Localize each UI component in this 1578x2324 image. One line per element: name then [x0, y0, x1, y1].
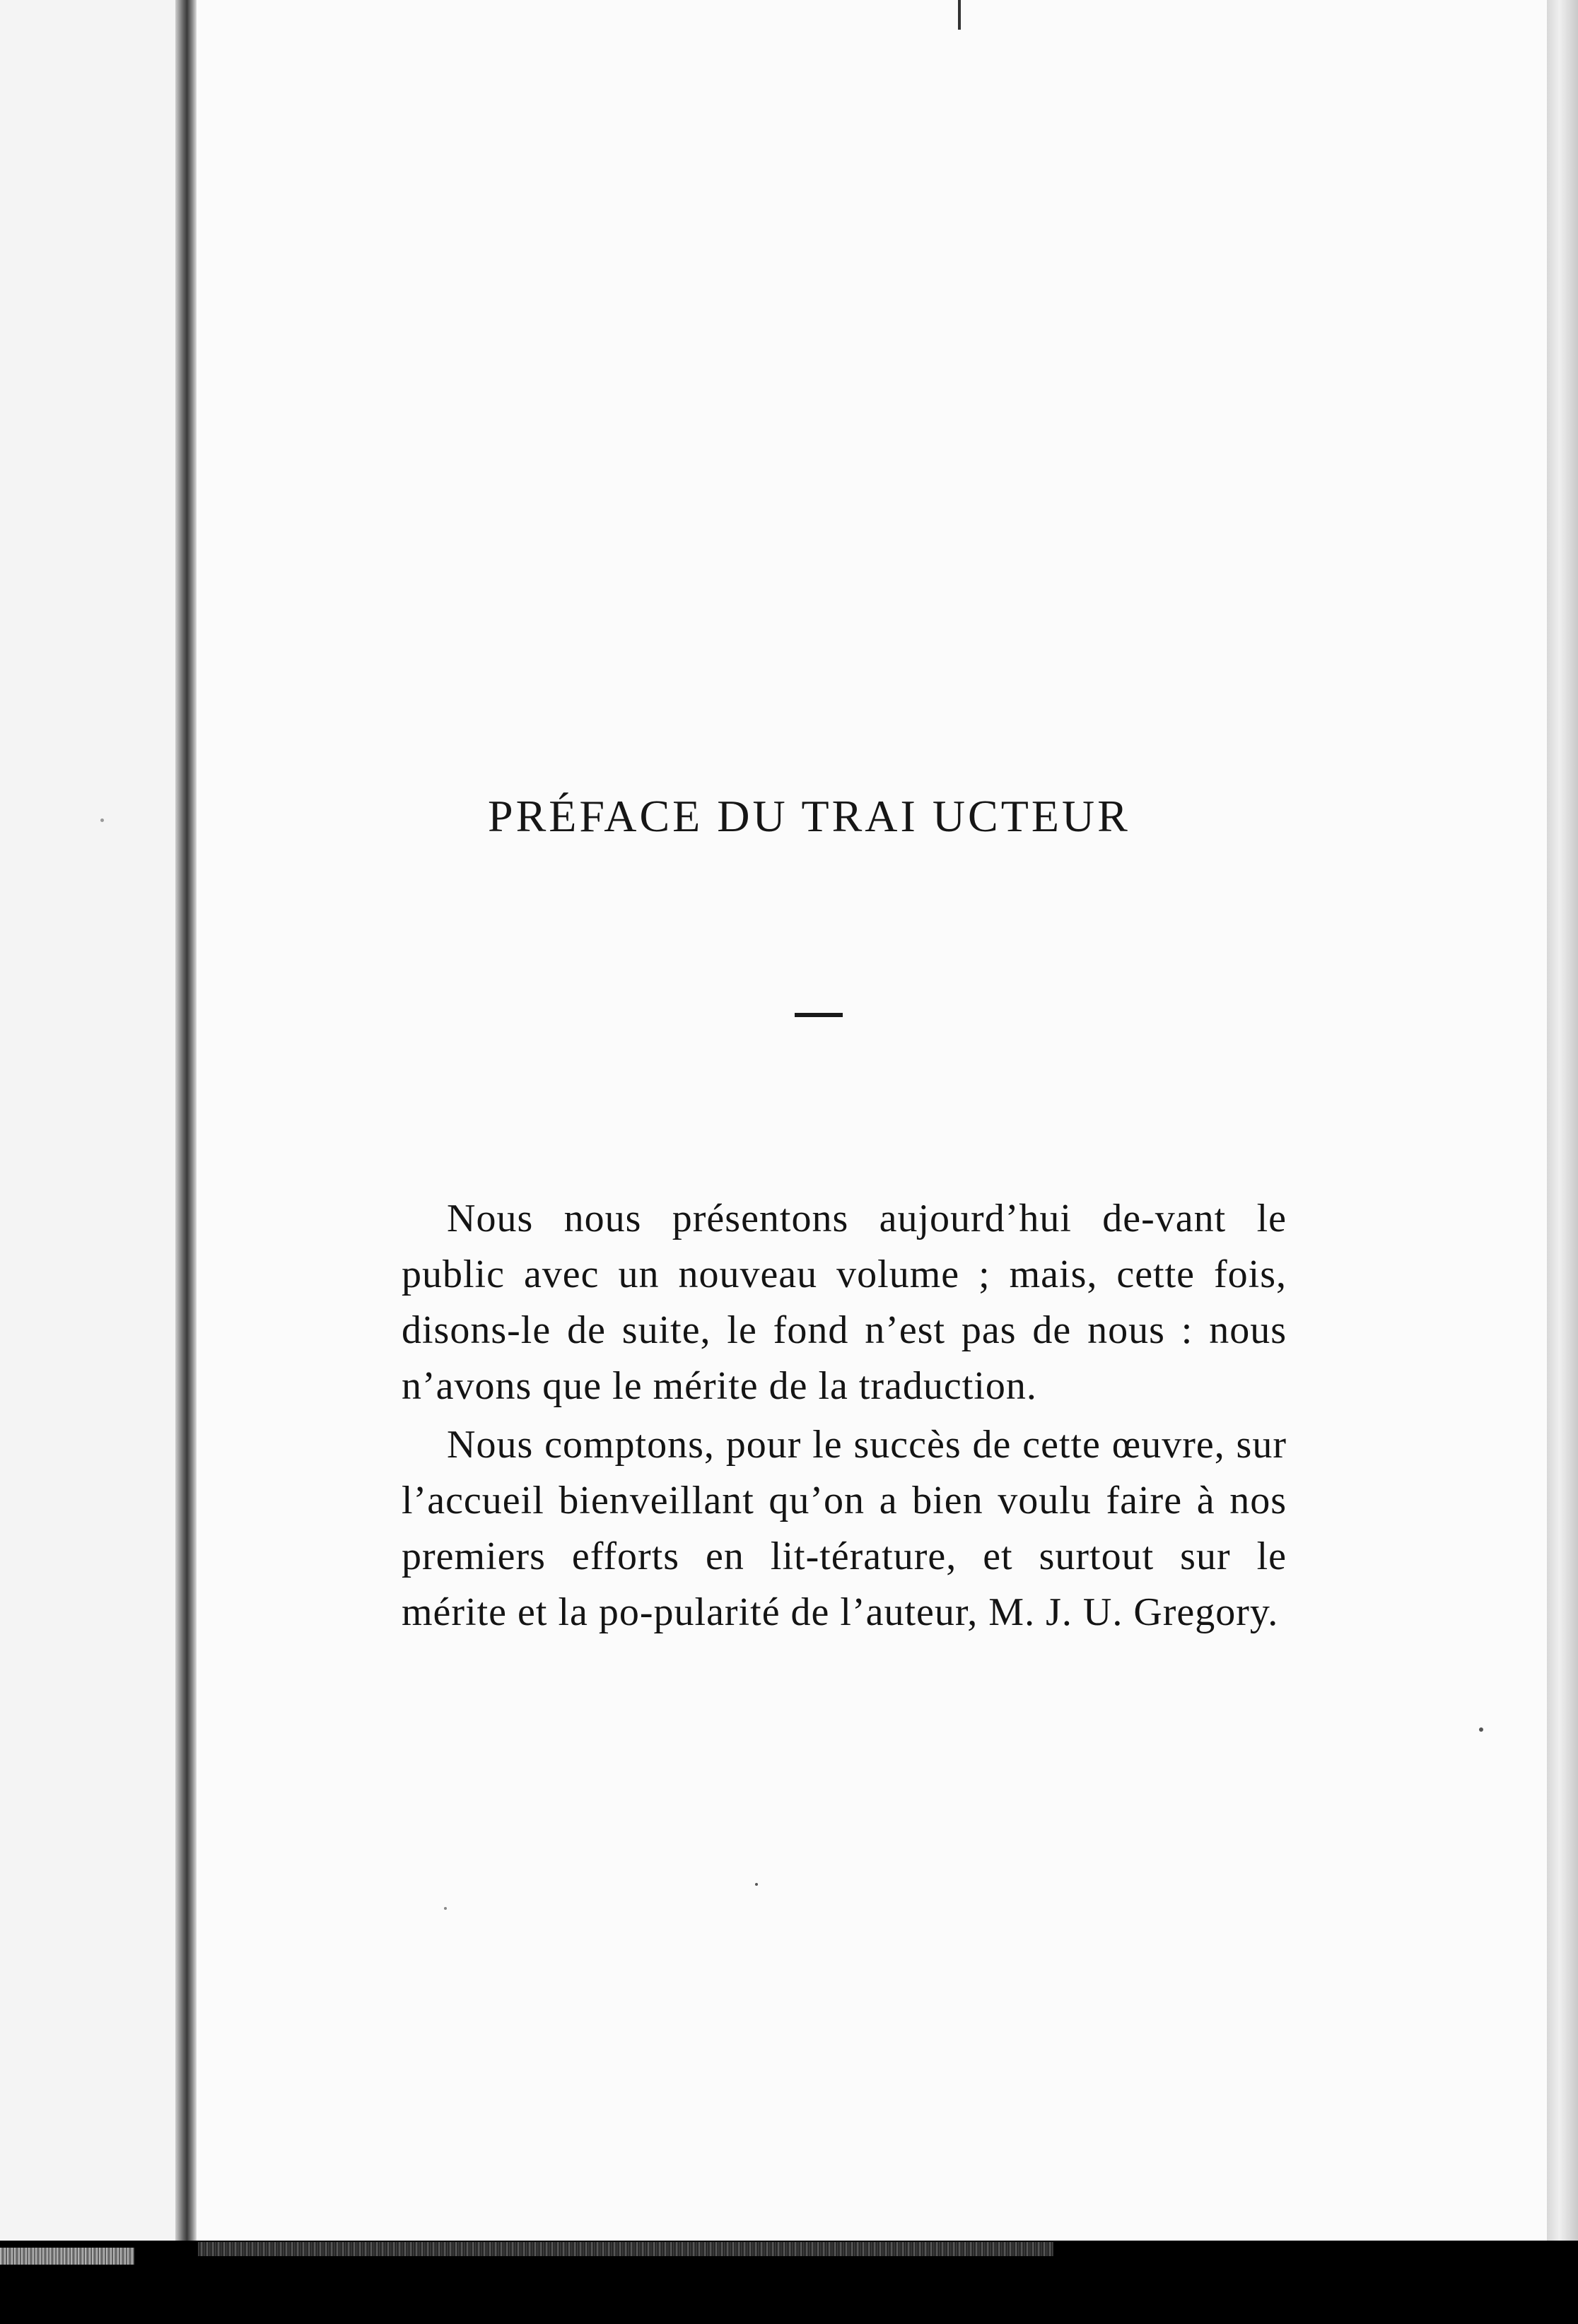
scan-speck — [444, 1907, 447, 1910]
scan-speck — [755, 1883, 758, 1886]
scan-speck — [100, 818, 104, 822]
previous-leaf-edge — [0, 0, 185, 2241]
scan-speck — [1479, 1727, 1483, 1732]
book-page — [197, 0, 1547, 2241]
book-gutter — [175, 0, 197, 2241]
preface-body — [402, 1191, 1287, 1641]
preface-paragraph: Nous comptons, pour le succès de cette œuvre, sur l’accueil bienveillant qu’on a bien voulu faire à nos premiers efforts en lit-térature, et surtout sur le mérite et la po-pularité de l’auteur, M. J. U. Gregory. — [402, 1423, 1287, 1634]
scan-mark — [958, 0, 961, 30]
page-right-edge — [1547, 0, 1578, 2241]
scan-border-texture — [0, 2248, 134, 2265]
heading-rule — [795, 1013, 843, 1017]
preface-heading: PRÉFACE DU TRAI UCTEUR — [488, 791, 1130, 841]
preface-paragraph: Nous nous présentons aujourd’hui de-vant le public avec un nouveau volume ; mais, cette fois, disons-le de suite, le fond n’est pas de nous : nous n’avons que le mérite de la traduction. — [402, 1197, 1287, 1408]
scan-border-texture — [198, 2242, 1053, 2256]
